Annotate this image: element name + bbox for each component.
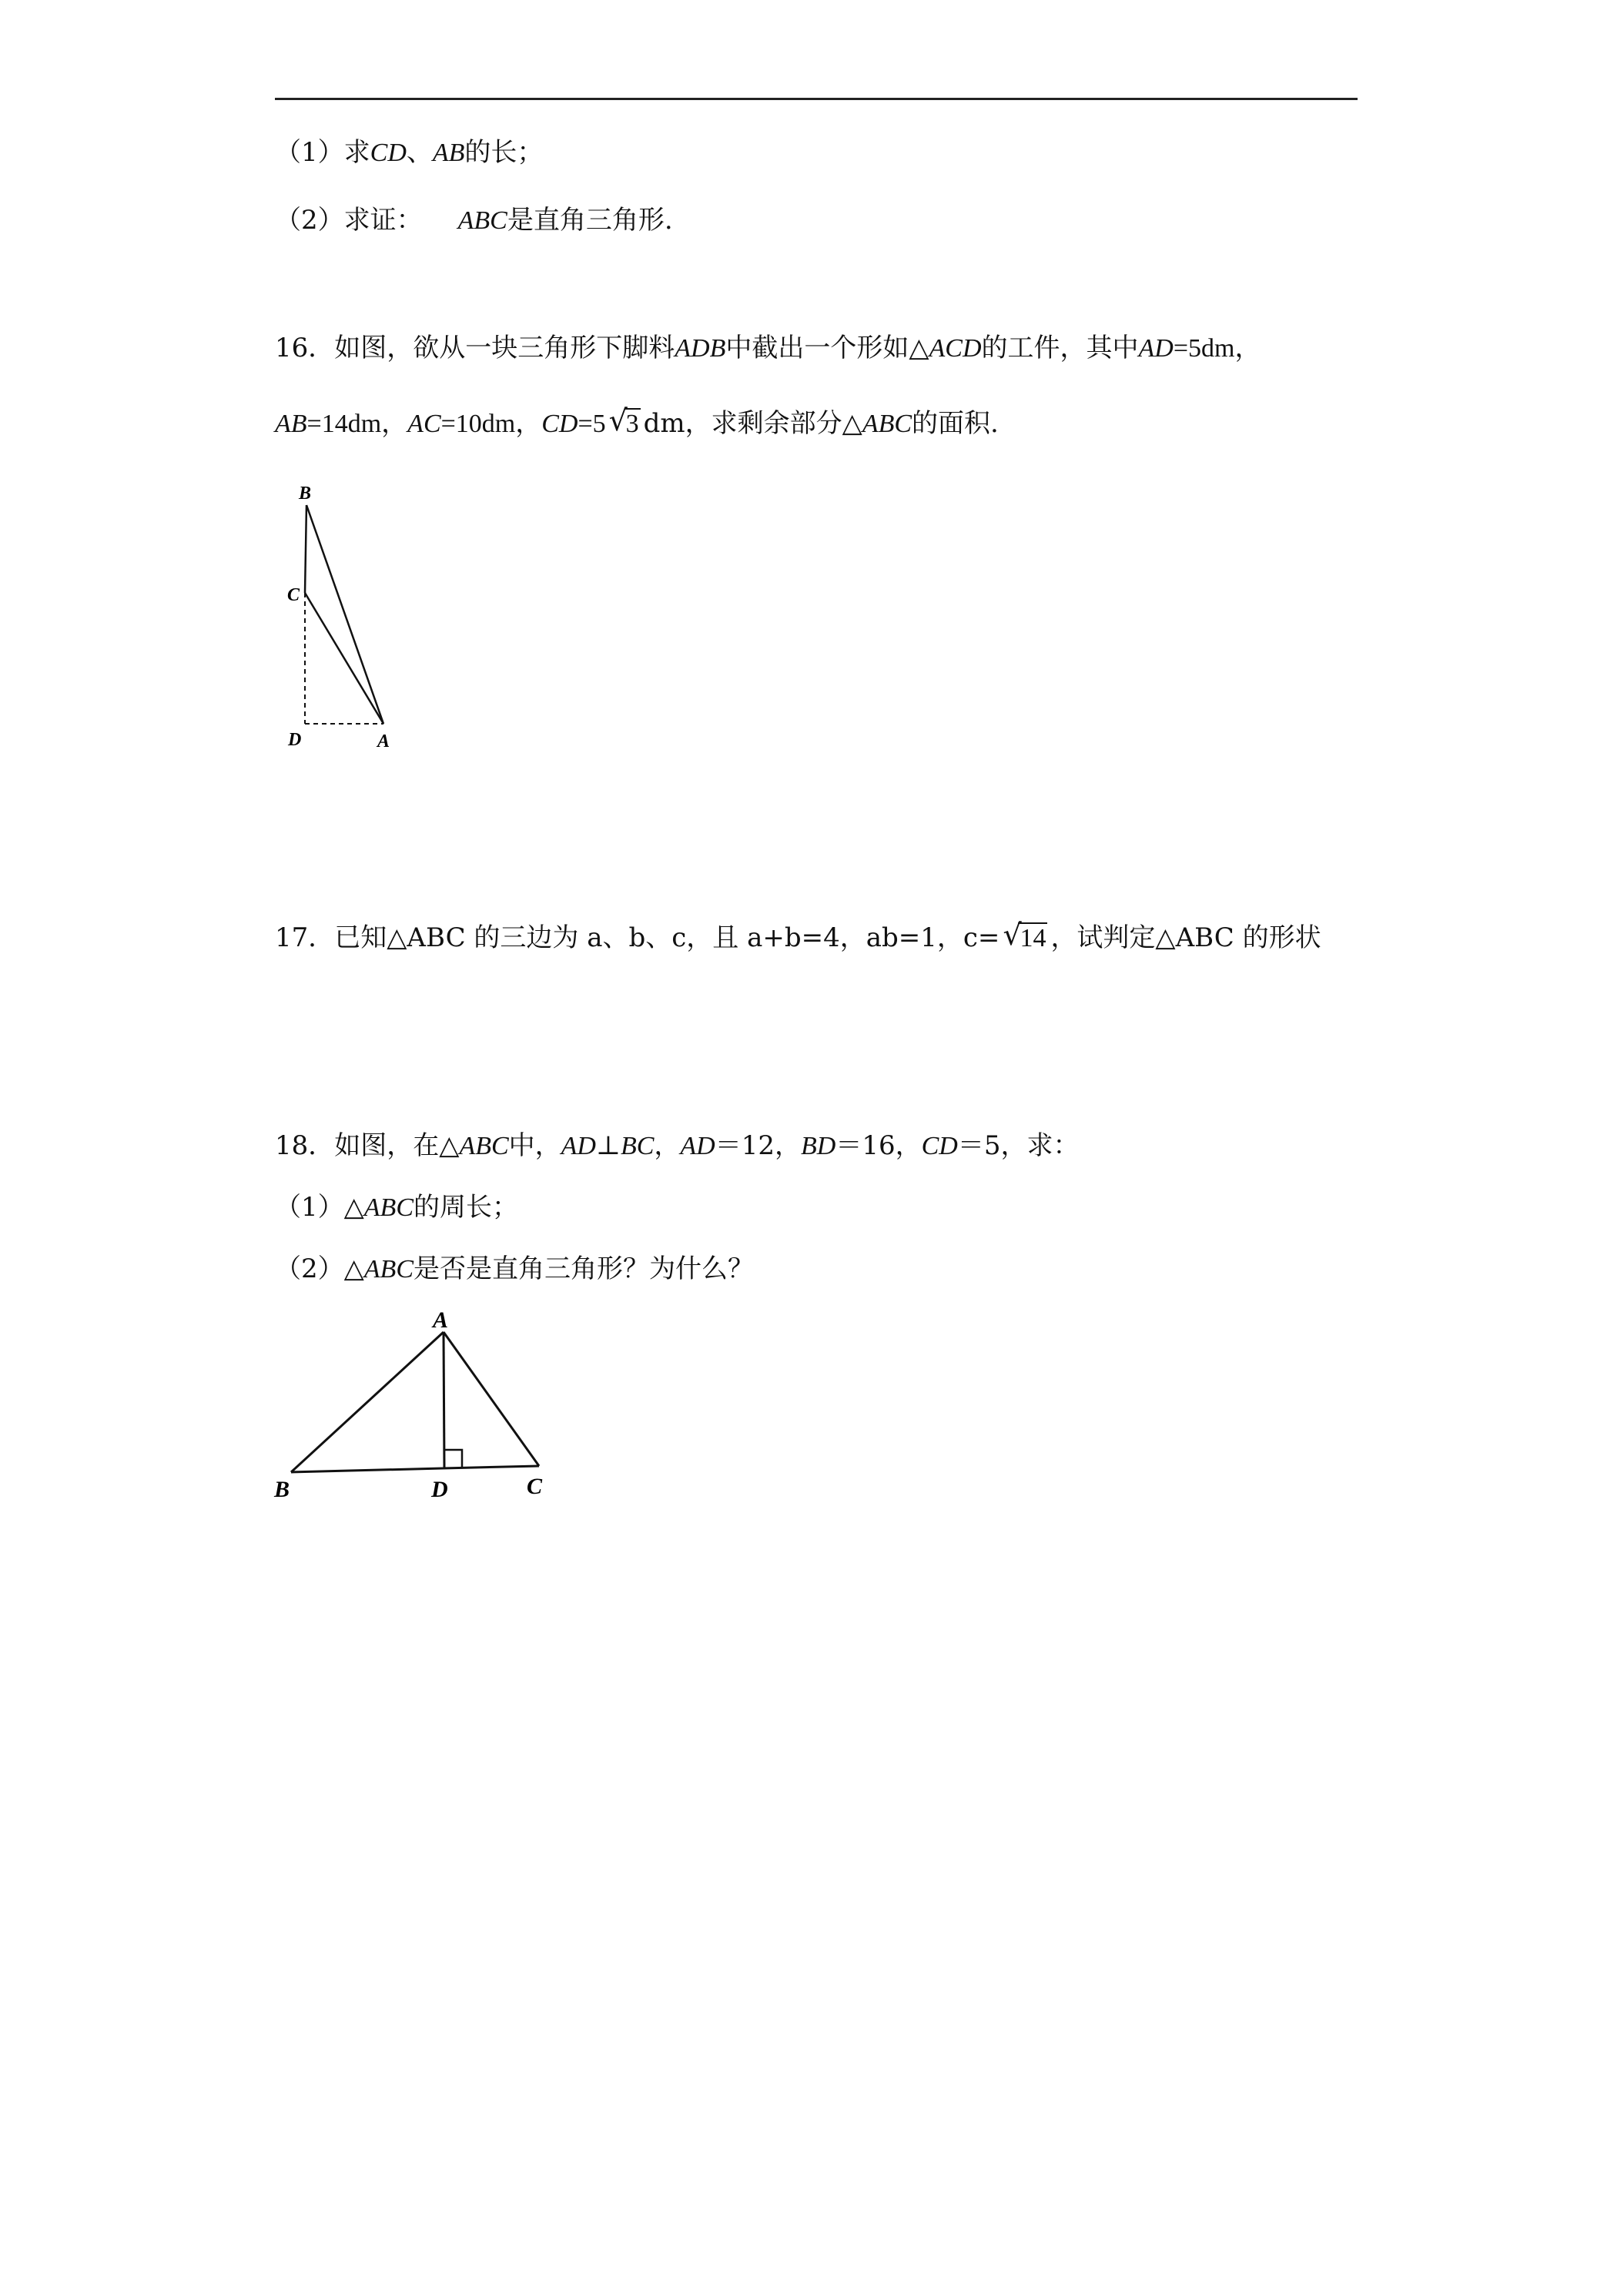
q18-part2 bbox=[275, 1252, 754, 1287]
q18-part2-abc: ABC bbox=[363, 1255, 414, 1284]
q16-text-a: 16．如图，欲从一块三角形下脚料 bbox=[275, 333, 675, 363]
q18-text-c: ， bbox=[654, 1130, 681, 1161]
q18-ad2: AD bbox=[680, 1132, 715, 1160]
q16-text-i: 的面积. bbox=[912, 408, 999, 439]
segment-ac bbox=[444, 1332, 539, 1466]
q16-text-d: =5dm， bbox=[1173, 334, 1261, 363]
q16-text-c: 的工件，其中 bbox=[981, 333, 1139, 363]
q18-part1-prefix: （1）△ bbox=[275, 1192, 364, 1223]
q16-text-f: =10dm， bbox=[440, 410, 542, 438]
q16-ad: AD bbox=[1138, 334, 1174, 363]
q18-text-e: ＝16， bbox=[835, 1130, 922, 1161]
q16-acd: ACD bbox=[929, 334, 982, 363]
fig16-label-a: A bbox=[377, 731, 390, 751]
q17-text-b: ，试判定△ABC 的形状 bbox=[1050, 922, 1321, 953]
q18-part1-abc: ABC bbox=[363, 1193, 414, 1222]
q15-part1-ab: AB bbox=[432, 139, 465, 167]
right-angle-mark bbox=[444, 1450, 462, 1468]
q18-bd: BD bbox=[801, 1132, 836, 1160]
q18-perp: ⊥ bbox=[595, 1130, 621, 1161]
q17-text-a: 17．已知△ABC 的三边为 a、b、c，且 a+b=4，ab=1，c= bbox=[275, 922, 1000, 953]
q16-abc: ABC bbox=[862, 410, 912, 438]
segment-bc bbox=[291, 1468, 443, 1472]
fig16-label-b: B bbox=[299, 484, 312, 504]
q15-part1-cd: CD bbox=[370, 139, 407, 167]
sqrt-14-arg: 14 bbox=[1020, 924, 1046, 952]
q18-text-d: ＝12， bbox=[715, 1130, 801, 1161]
q18-part2-prefix: （2）△ bbox=[275, 1253, 364, 1284]
q16-adb: ADB bbox=[675, 334, 726, 363]
q18-text-b: 中， bbox=[508, 1130, 561, 1161]
fig18-label-c: C bbox=[527, 1474, 543, 1499]
q15-part2-prefix: （2）求证： bbox=[275, 205, 423, 236]
q16-line1 bbox=[275, 331, 1261, 366]
q16-line2 bbox=[275, 403, 999, 441]
segment-bc bbox=[305, 505, 306, 593]
q16-text-g: =5 bbox=[578, 410, 606, 438]
q16-text-h: dm，求剩余部分△ bbox=[643, 408, 862, 439]
q15-part2 bbox=[275, 203, 673, 238]
q18-cd: CD bbox=[921, 1132, 958, 1160]
segment-ab bbox=[291, 1332, 444, 1472]
q15-part1-suffix: 的长； bbox=[464, 137, 544, 168]
fig18-label-d: D bbox=[431, 1477, 448, 1502]
segment-dc bbox=[443, 1466, 539, 1468]
q18-part2-suffix: 是否是直角三角形？为什么？ bbox=[414, 1253, 754, 1284]
sqrt-3-arg: 3 bbox=[625, 410, 639, 438]
q15-part1-prefix: （1）求 bbox=[275, 137, 370, 168]
q15-part1-sep: 、 bbox=[406, 137, 433, 168]
figure-16 bbox=[277, 477, 416, 755]
q18-text-a: 18．如图，在△ bbox=[275, 1130, 460, 1161]
q15-part2-suffix: 是直角三角形. bbox=[507, 205, 673, 236]
q16-text-b: 中截出一个形如△ bbox=[725, 333, 929, 363]
header-rule bbox=[275, 98, 1358, 100]
q16-text-e: =14dm， bbox=[306, 410, 408, 438]
q16-cd: CD bbox=[541, 410, 578, 438]
q18-bc: BC bbox=[620, 1132, 655, 1160]
fig16-label-c: C bbox=[287, 585, 300, 605]
q15-part1 bbox=[275, 136, 543, 170]
q18-part1-suffix: 的周长； bbox=[414, 1192, 518, 1223]
q16-ac: AC bbox=[407, 410, 441, 438]
q18-abc: ABC bbox=[459, 1132, 509, 1160]
q17-line bbox=[275, 918, 1321, 956]
fig18-label-a: A bbox=[433, 1307, 449, 1333]
sqrt-14: √ 14 bbox=[1003, 918, 1046, 952]
q15-part2-abc: ABC bbox=[457, 206, 507, 235]
q18-line1 bbox=[275, 1129, 1079, 1163]
fig18-label-b: B bbox=[274, 1477, 290, 1502]
q16-ab: AB bbox=[275, 410, 307, 438]
sqrt-3: √ 3 bbox=[608, 403, 639, 438]
figure-18 bbox=[270, 1309, 562, 1509]
q18-part1 bbox=[275, 1190, 518, 1225]
fig16-label-d: D bbox=[288, 730, 302, 750]
q18-ad: AD bbox=[561, 1132, 596, 1160]
q18-text-f: ＝5，求： bbox=[957, 1130, 1080, 1161]
